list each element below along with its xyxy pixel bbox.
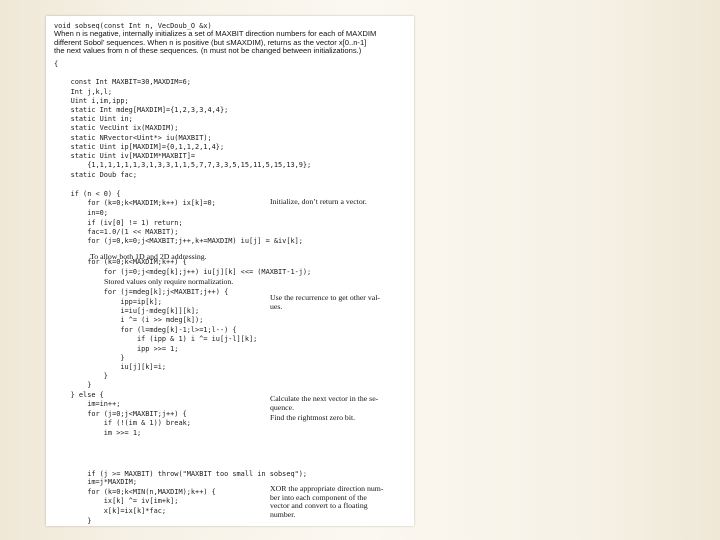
- code-line: for (j=0;j<MAXBIT;j++) {: [54, 410, 187, 418]
- margin-note-recurrence: ues.: [270, 301, 283, 311]
- code-line: static NRvector<Uint*> iu(MAXBIT);: [54, 134, 212, 142]
- code-line: x[k]=ix[k]*fac;: [54, 507, 167, 515]
- inline-comment-addressing: To allow both 1D and 2D addressing.: [90, 252, 207, 261]
- code-line: static Doub fac;: [54, 171, 137, 179]
- inline-comment-normalization: Stored values only require normalization.: [104, 277, 234, 286]
- code-line: i=iu[j-mdeg[k]][k];: [54, 307, 200, 315]
- code-line: static Uint iv[MAXDIM*MAXBIT]=: [54, 152, 196, 160]
- code-line: if (n < 0) {: [54, 190, 121, 198]
- code-line: static Int mdeg[MAXDIM]={1,2,3,3,4,4};: [54, 106, 229, 114]
- code-line: if (j >= MAXBIT) throw("MAXBIT too small in sobseq");: [54, 470, 308, 478]
- code-line: for (l=mdeg[k]-1;l>=1;l--) {: [54, 326, 237, 334]
- code-line: for (j=0,k=0;j<MAXBIT;j++,k+=MAXDIM) iu[j] = &iv[k];: [54, 237, 303, 245]
- code-line: in=0;: [54, 209, 108, 217]
- margin-note-xor: vector and convert to a floating: [270, 501, 368, 510]
- intro-line: different Sobol’ sequences. When n is positive (but ≤MAXDIM), returns as the vector x[0..n-1]: [54, 37, 367, 47]
- code-line: Int j,k,l;: [54, 88, 113, 96]
- margin-note-initialize: Initialize, don’t return a vector.: [270, 197, 367, 206]
- margin-note-next-vector: Calculate the next vector in the se-: [270, 394, 379, 403]
- code-line: for (k=0;k<MAXDIM;k++) {: [54, 258, 187, 266]
- code-line: fac=1.0/(1 << MAXBIT);: [54, 228, 179, 236]
- code-line: im=j*MAXDIM;: [54, 478, 137, 486]
- code-line: im=in++;: [54, 400, 121, 408]
- code-line: ipp=ip[k];: [54, 298, 162, 306]
- code-line: ipp >>= 1;: [54, 345, 179, 353]
- code-line: const Int MAXBIT=30,MAXDIM=6;: [54, 78, 191, 86]
- code-line: ix[k] ^= iv[im+k];: [54, 497, 179, 505]
- code-line: if (iv[0] != 1) return;: [54, 219, 183, 227]
- code-line: iu[j][k]=i;: [54, 363, 167, 371]
- intro-line: When n is negative, internally initializes a set of MAXBIT direction numbers for each of MAXDIM: [54, 29, 377, 38]
- margin-note-xor: XOR the appropriate direction num-: [270, 484, 384, 493]
- intro-line: the next values from n of these sequences. (n must not be changed between initializations.): [54, 46, 362, 55]
- margin-note-xor: ber into each component of the: [270, 492, 367, 502]
- code-line: for (k=0;k<MAXDIM;k++) ix[k]=0;: [54, 199, 216, 207]
- code-line: i ^= (i >> mdeg[k]);: [54, 316, 204, 324]
- margin-note-xor: number.: [270, 509, 296, 519]
- code-line: }: [54, 354, 125, 362]
- code-line: for (j=0;j<mdeg[k];j++) iu[j][k] <<= (MAXBIT-1-j);: [54, 268, 312, 276]
- code-line: {: [54, 60, 59, 68]
- code-line: {1,1,1,1,1,1,3,1,3,3,1,1,5,7,7,3,3,5,15,11,5,15,13,9};: [54, 161, 312, 169]
- function-signature: void sobseq(const Int n, VecDoub_O &x): [54, 22, 212, 30]
- code-line: }: [54, 517, 92, 525]
- code-line: static Uint in;: [54, 115, 133, 123]
- code-line: }: [54, 372, 108, 380]
- code-line: static VecUint ix(MAXDIM);: [54, 124, 179, 132]
- code-line: if (ipp & 1) i ^= iu[j-l][k];: [54, 335, 258, 343]
- code-line: if (!(im & 1)) break;: [54, 419, 191, 427]
- document-page: [46, 16, 414, 526]
- code-line: for (j=mdeg[k];j<MAXBIT;j++) {: [54, 288, 229, 296]
- code-line: for (k=0;k<MIN(n,MAXDIM);k++) {: [54, 488, 216, 496]
- code-line: }: [54, 381, 92, 389]
- margin-note-rightmost: Find the rightmost zero bit.: [270, 413, 356, 422]
- code-line: Uint i,im,ipp;: [54, 97, 129, 105]
- code-line: } else {: [54, 391, 104, 399]
- margin-note-next-vector: quence.: [270, 402, 295, 412]
- code-line: static Uint ip[MAXDIM]={0,1,1,2,1,4};: [54, 143, 225, 151]
- margin-note-recurrence: Use the recurrence to get other val-: [270, 293, 380, 302]
- code-line: im >>= 1;: [54, 429, 142, 437]
